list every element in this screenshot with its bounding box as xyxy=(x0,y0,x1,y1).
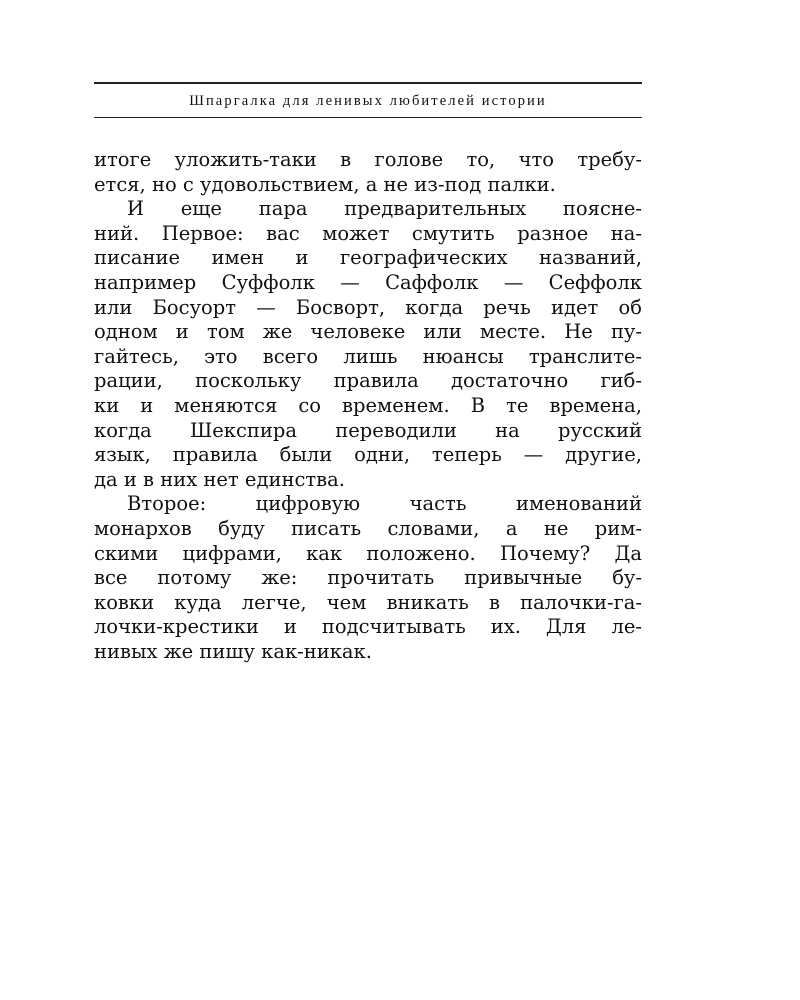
paragraph-2 xyxy=(94,197,642,492)
text-line: ний. Первое: вас может смутить разное на- xyxy=(94,221,642,245)
paragraph-1 xyxy=(94,148,642,197)
running-head: Шпаргалка для ленивых любителей истории xyxy=(189,93,547,109)
text-line: лочки-крестики и подсчитывать их. Для ле- xyxy=(94,615,642,639)
text-line: писание имен и географических названий, xyxy=(94,246,642,270)
text-line: ковки куда легче, чем вникать в палочки-га- xyxy=(94,590,642,614)
text-line: одном и том же человеке или месте. Не пу- xyxy=(94,320,642,344)
text-line: язык, правила были одни, теперь — другие, xyxy=(94,443,642,467)
text-line: монархов буду писать словами, а не рим- xyxy=(94,516,642,540)
header-bottom-rule xyxy=(94,117,642,118)
text-line: да и в них нет единства. xyxy=(94,467,345,491)
paragraph-3 xyxy=(94,492,642,664)
text-line: ется, но с удовольствием, а не из-под палки. xyxy=(94,172,556,196)
text-line: итоге уложить-таки в голове то, что требу- xyxy=(94,148,642,171)
text-line: когда Шекспира переводили на русский xyxy=(94,418,642,442)
text-line: ки и меняются со временем. В те времена, xyxy=(94,393,642,417)
text-line: рации, поскольку правила достаточно гиб- xyxy=(94,369,642,393)
body-text xyxy=(94,148,642,664)
text-line: все потому же: прочитать привычные бу- xyxy=(94,566,642,590)
book-page xyxy=(94,82,642,664)
text-line: И еще пара предварительных поясне- xyxy=(127,197,642,221)
text-line: Второе: цифровую часть именований xyxy=(127,492,642,516)
text-line: скими цифрами, как положено. Почему? Да xyxy=(94,541,642,565)
text-line: или Босуорт — Босворт, когда речь идет об xyxy=(94,295,642,319)
text-line: например Суффолк — Саффолк — Сеффолк xyxy=(94,270,642,294)
text-line: нивых же пишу как-никак. xyxy=(94,639,372,663)
text-line: гайтесь, это всего лишь нюансы транслите- xyxy=(94,344,642,368)
